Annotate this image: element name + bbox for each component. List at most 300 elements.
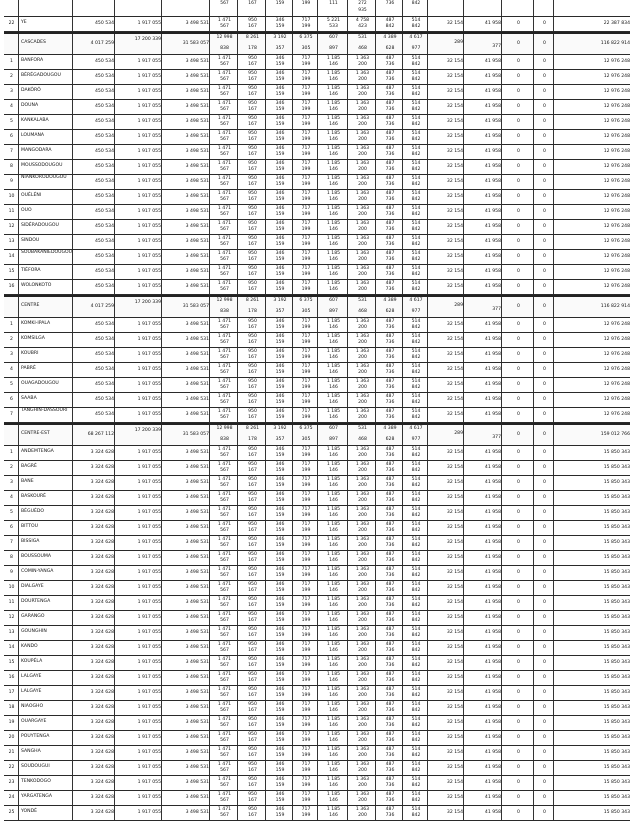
header-cell (265, 0, 293, 16)
allocation-b-value: 3 498 531 (185, 21, 209, 26)
split-cell (237, 235, 266, 249)
split-cell (265, 115, 293, 129)
split-top-value: 487 (385, 281, 395, 286)
region-total-row (4, 32, 630, 55)
allocation-b-value: 3 498 531 (185, 254, 209, 259)
split-top-value: 717 (301, 447, 311, 452)
split-bottom-value: 167 (248, 137, 257, 142)
share-a-value: 32 154 (446, 269, 463, 274)
split-top-value: 514 (411, 251, 421, 256)
population-value: 3 324 628 (90, 615, 114, 620)
share-d-cell (533, 491, 554, 505)
split-bottom-value: 146 (329, 257, 338, 262)
row-number: 15 (8, 660, 15, 665)
share-b-value: 41 958 (484, 735, 501, 740)
total-cell (553, 611, 631, 625)
commune-name: SOUDOUGUI (21, 764, 50, 769)
split-top-value: 717 (301, 477, 311, 482)
split-top-value: 514 (411, 221, 421, 226)
row-number: 3 (10, 480, 13, 485)
total-value: 12 976 248 (603, 367, 630, 372)
split-top-value: 1 363 (355, 612, 370, 617)
population-value: 450 534 (95, 134, 114, 139)
allocation-a-cell (114, 521, 162, 535)
commune-name: CASCADES (21, 40, 46, 45)
row-number: 7 (10, 540, 13, 545)
split-top-value: 346 (275, 477, 285, 482)
split-cell (402, 656, 428, 670)
allocation-a-value: 1 917 055 (137, 795, 161, 800)
share-b-value: 41 958 (484, 810, 501, 815)
split-top-value: 950 (248, 792, 257, 797)
split-bottom-value: 842 (385, 24, 395, 29)
split-cell (402, 521, 428, 535)
allocation-b-value: 3 498 531 (185, 352, 209, 357)
total-value: 15 850 343 (603, 720, 630, 725)
split-bottom-value: 567 (220, 603, 229, 608)
share-b-value: 41 958 (484, 570, 501, 575)
share-a-cell (427, 250, 464, 264)
share-c-cell (501, 393, 534, 407)
population-cell (72, 408, 115, 422)
split-cell (292, 746, 318, 760)
split-bottom-value: 567 (220, 122, 229, 127)
allocation-b-cell (161, 17, 210, 31)
split-top-value: 487 (385, 477, 395, 482)
split-bottom-value: 842 (411, 633, 421, 638)
share-d-cell (533, 190, 554, 204)
split-top-value: 717 (301, 221, 311, 226)
share-c-cell (501, 100, 534, 114)
split-top-value: 1 471 (217, 334, 232, 339)
split-top-value: 487 (385, 71, 395, 76)
share-c-cell (501, 701, 534, 715)
split-top-value: 950 (248, 319, 257, 324)
row-number-cell (4, 85, 18, 99)
split-bottom-value: 628 (385, 46, 395, 51)
split-top-value: 950 (248, 702, 257, 707)
allocation-a-cell (114, 686, 162, 700)
commune-row (4, 318, 630, 333)
split-cell (237, 425, 266, 445)
row-number: 24 (8, 795, 15, 800)
split-bottom-value: 199 (301, 385, 311, 390)
row-number-cell (4, 250, 18, 264)
split-bottom-value: 200 (358, 768, 367, 773)
population-cell (72, 145, 115, 159)
share-d-cell (533, 656, 554, 670)
share-c-value: 0 (517, 765, 520, 770)
split-bottom-value: 736 (385, 573, 395, 578)
split-bottom-value: 736 (385, 753, 395, 758)
split-top-value: 487 (385, 206, 395, 211)
share-d-cell (533, 333, 554, 347)
split-top-value: 1 363 (355, 792, 370, 797)
split-cell (375, 393, 403, 407)
split-cell (402, 491, 428, 505)
split-bottom-value: 736 (385, 558, 395, 563)
split-cell (317, 686, 348, 700)
split-bottom-value: 842 (411, 768, 421, 773)
commune-name-cell (18, 85, 73, 99)
split-cell (317, 130, 348, 144)
share-d-value: 0 (543, 119, 546, 124)
allocation-a-cell (114, 656, 162, 670)
split-cell (237, 100, 266, 114)
share-b-value: 41 958 (484, 179, 501, 184)
split-top-value: 1 471 (217, 101, 232, 106)
split-bottom-value: 146 (329, 558, 338, 563)
row-number-cell (4, 190, 18, 204)
split-cell (347, 506, 376, 520)
commune-name-cell (18, 190, 73, 204)
row-number: 14 (8, 645, 15, 650)
split-cell (375, 686, 403, 700)
population-value: 3 324 628 (90, 795, 114, 800)
split-top-value: 514 (411, 334, 421, 339)
allocation-b-value: 31 583 057 (182, 432, 209, 437)
split-cell (347, 333, 376, 347)
split-top-value: 514 (411, 567, 421, 572)
split-cell (292, 701, 318, 715)
split-bottom-value: 167 (248, 197, 257, 202)
row-number-cell (4, 536, 18, 550)
row-number-cell (4, 791, 18, 805)
split-cell (347, 446, 376, 460)
split-top-value: 1 185 (326, 349, 341, 354)
split-cell (347, 190, 376, 204)
split-top-value: 950 (248, 627, 257, 632)
commune-name: BITTOU (21, 524, 39, 529)
row-number-cell (4, 521, 18, 535)
split-top-value: 8 261 (245, 35, 260, 40)
split-bottom-value: 167 (248, 543, 257, 548)
split-cell (265, 235, 293, 249)
share-c-cell (501, 476, 534, 490)
share-a-cell (427, 34, 464, 54)
split-cell (317, 297, 348, 317)
split-bottom-value: 146 (329, 370, 338, 375)
split-cell (265, 611, 293, 625)
share-a-cell (427, 671, 464, 685)
split-bottom-value: 567 (220, 415, 229, 420)
split-top-value: 1 471 (217, 56, 232, 61)
split-cell (317, 461, 348, 475)
split-bottom-value: 468 (358, 437, 367, 442)
split-top-value: 950 (248, 642, 257, 647)
split-top-value: 4 389 (383, 298, 397, 303)
share-a-value: 32 154 (446, 570, 463, 575)
split-top-value: 346 (275, 687, 285, 692)
share-a-value: 32 154 (446, 645, 463, 650)
total-cell (553, 34, 631, 54)
split-cell (209, 566, 238, 580)
split-bottom-value: 842 (411, 212, 421, 217)
commune-name: SIDÉRADOUGOU (21, 223, 59, 228)
split-cell (347, 115, 376, 129)
row-number-cell (4, 656, 18, 670)
split-cell (317, 761, 348, 775)
split-cell (237, 70, 266, 84)
row-number-cell (4, 701, 18, 715)
split-bottom-value: 167 (248, 107, 257, 112)
share-c-cell (501, 521, 534, 535)
commune-row (4, 190, 630, 205)
allocation-a-cell (114, 626, 162, 640)
split-cell (265, 731, 293, 745)
split-bottom-value: 842 (411, 62, 421, 67)
split-cell (237, 686, 266, 700)
split-cell (209, 318, 238, 332)
commune-name-cell (18, 731, 73, 745)
split-bottom-value: 167 (248, 483, 257, 488)
split-top-value: 487 (385, 672, 395, 677)
population-cell (72, 491, 115, 505)
row-number: 1 (10, 322, 13, 327)
commune-name: OUO (21, 208, 32, 213)
share-c-cell (501, 220, 534, 234)
row-number-cell (4, 265, 18, 279)
allocation-a-value: 1 917 055 (137, 337, 161, 342)
total-value: 15 850 343 (603, 765, 630, 770)
split-bottom-value: 842 (411, 107, 421, 112)
split-top-value: 717 (301, 687, 311, 692)
share-d-value: 0 (543, 675, 546, 680)
split-bottom-value: 146 (329, 212, 338, 217)
split-top-value: 717 (301, 101, 311, 106)
allocation-b-cell (161, 160, 210, 174)
split-cell (402, 686, 428, 700)
total-cell (553, 761, 631, 775)
allocation-b-cell (161, 297, 210, 317)
population-value: 3 324 628 (90, 570, 114, 575)
allocation-b-value: 3 498 531 (185, 149, 209, 154)
allocation-a-value: 1 917 055 (137, 21, 161, 26)
allocation-b-value: 3 498 531 (185, 224, 209, 229)
split-cell (292, 235, 318, 249)
split-top-value: 346 (275, 792, 285, 797)
total-cell (553, 425, 631, 445)
row-number-cell (4, 348, 18, 362)
split-bottom-value: 159 (275, 633, 285, 638)
split-top-value: 3 192 (273, 35, 287, 40)
split-cell (402, 70, 428, 84)
share-b-value: 41 958 (484, 675, 501, 680)
split-top-value: 1 185 (326, 146, 341, 151)
split-bottom-value: 567 (220, 783, 229, 788)
population-value: 3 324 628 (90, 450, 114, 455)
split-cell (347, 393, 376, 407)
header-value: 199 (301, 1, 311, 6)
share-d-cell (533, 536, 554, 550)
split-bottom-value: 567 (220, 738, 229, 743)
allocation-a-value: 1 917 055 (137, 615, 161, 620)
share-a-value: 32 154 (446, 89, 463, 94)
commune-name-cell (18, 265, 73, 279)
split-bottom-value: 146 (329, 513, 338, 518)
allocation-b-value: 3 498 531 (185, 480, 209, 485)
share-c-value: 0 (517, 224, 520, 229)
split-cell (265, 175, 293, 189)
commune-row (4, 393, 630, 408)
split-bottom-value: 199 (301, 648, 311, 653)
total-cell (553, 476, 631, 490)
split-cell (347, 671, 376, 685)
share-d-value: 0 (543, 615, 546, 620)
commune-row (4, 761, 630, 776)
split-top-value: 1 471 (217, 687, 232, 692)
split-bottom-value: 199 (301, 167, 311, 172)
share-b-cell (463, 235, 502, 249)
split-top-value: 531 (358, 298, 367, 303)
row-number-cell (4, 175, 18, 189)
population-cell (72, 220, 115, 234)
split-bottom-value: 146 (329, 62, 338, 67)
allocation-b-value: 3 498 531 (185, 570, 209, 575)
split-cell (375, 378, 403, 392)
split-top-value: 346 (275, 161, 285, 166)
share-d-cell (533, 205, 554, 219)
share-a-cell (427, 536, 464, 550)
split-cell (402, 17, 428, 31)
population-cell (72, 776, 115, 790)
share-d-value: 0 (543, 495, 546, 500)
split-top-value: 1 363 (355, 251, 370, 256)
total-cell (553, 235, 631, 249)
split-bottom-value: 200 (358, 723, 367, 728)
split-cell (265, 536, 293, 550)
split-bottom-value: 167 (248, 783, 257, 788)
split-bottom-value: 199 (301, 152, 311, 157)
commune-row (4, 551, 630, 566)
split-bottom-value: 842 (411, 400, 421, 405)
header-value: 111 (329, 1, 338, 6)
split-cell (375, 333, 403, 347)
split-cell (265, 70, 293, 84)
allocation-b-cell (161, 55, 210, 69)
split-top-value: 717 (301, 266, 311, 271)
allocation-a-cell (114, 265, 162, 279)
split-top-value: 1 363 (355, 477, 370, 482)
split-bottom-value: 200 (358, 573, 367, 578)
split-bottom-value: 159 (275, 498, 285, 503)
split-top-value: 1 185 (326, 792, 341, 797)
split-bottom-value: 200 (358, 528, 367, 533)
split-bottom-value: 199 (301, 212, 311, 217)
split-bottom-value: 146 (329, 107, 338, 112)
split-bottom-value: 736 (385, 257, 395, 262)
split-cell (317, 408, 348, 422)
split-cell (292, 55, 318, 69)
population-value: 450 534 (95, 337, 114, 342)
share-b-value: 41 958 (484, 239, 501, 244)
split-cell (292, 671, 318, 685)
share-b-cell (463, 641, 502, 655)
split-cell (292, 596, 318, 610)
share-c-value: 0 (517, 705, 520, 710)
split-cell (375, 190, 403, 204)
split-cell (347, 716, 376, 730)
split-cell (292, 611, 318, 625)
total-value: 15 850 343 (603, 495, 630, 500)
commune-row (4, 265, 630, 280)
split-cell (347, 806, 376, 820)
split-top-value: 346 (275, 18, 285, 23)
split-top-value: 3 192 (273, 298, 287, 303)
share-b-cell (463, 378, 502, 392)
share-b-cell (463, 521, 502, 535)
split-cell (402, 611, 428, 625)
split-top-value: 487 (385, 687, 395, 692)
commune-row (4, 656, 630, 671)
split-top-value: 1 471 (217, 582, 232, 587)
split-top-value: 1 471 (217, 161, 232, 166)
share-c-value: 0 (517, 630, 520, 635)
split-top-value: 1 363 (355, 101, 370, 106)
allocation-b-value: 3 498 531 (185, 495, 209, 500)
share-d-cell (533, 521, 554, 535)
split-top-value: 950 (248, 807, 257, 812)
total-cell (553, 641, 631, 655)
share-b-value: 41 958 (484, 254, 501, 259)
allocation-b-value: 3 498 531 (185, 735, 209, 740)
split-bottom-value: 146 (329, 498, 338, 503)
split-cell (347, 70, 376, 84)
header-cell (72, 0, 115, 16)
split-cell (375, 115, 403, 129)
share-a-cell (427, 220, 464, 234)
share-a-cell (427, 746, 464, 760)
share-b-value: 41 958 (484, 480, 501, 485)
split-top-value: 950 (248, 146, 257, 151)
split-top-value: 1 471 (217, 146, 232, 151)
split-bottom-value: 146 (329, 708, 338, 713)
split-top-value: 487 (385, 86, 395, 91)
split-bottom-value: 159 (275, 708, 285, 713)
split-bottom-value: 842 (411, 588, 421, 593)
commune-row (4, 596, 630, 611)
row-number-cell (4, 130, 18, 144)
split-bottom-value: 200 (358, 513, 367, 518)
split-cell (375, 656, 403, 670)
allocation-a-value: 1 917 055 (137, 750, 161, 755)
share-c-value: 0 (517, 149, 520, 154)
split-cell (375, 506, 403, 520)
allocation-b-cell (161, 333, 210, 347)
allocation-a-cell (114, 160, 162, 174)
split-top-value: 1 363 (355, 319, 370, 324)
allocation-a-value: 1 917 055 (137, 74, 161, 79)
commune-name-cell (18, 506, 73, 520)
row-number: 9 (10, 570, 13, 575)
split-bottom-value: 567 (220, 513, 229, 518)
split-cell (402, 265, 428, 279)
share-c-value: 0 (517, 720, 520, 725)
split-cell (402, 791, 428, 805)
split-bottom-value: 146 (329, 453, 338, 458)
split-bottom-value: 736 (385, 678, 395, 683)
split-bottom-value: 199 (301, 182, 311, 187)
total-value: 15 850 343 (603, 555, 630, 560)
split-top-value: 1 363 (355, 732, 370, 737)
share-a-value: 32 154 (446, 750, 463, 755)
share-c-value: 0 (517, 367, 520, 372)
split-top-value: 6 375 (299, 426, 313, 431)
row-number: 11 (8, 209, 15, 214)
commune-name: KOUBRI (21, 351, 39, 356)
population-cell (72, 378, 115, 392)
total-value: 12 976 248 (603, 149, 630, 154)
